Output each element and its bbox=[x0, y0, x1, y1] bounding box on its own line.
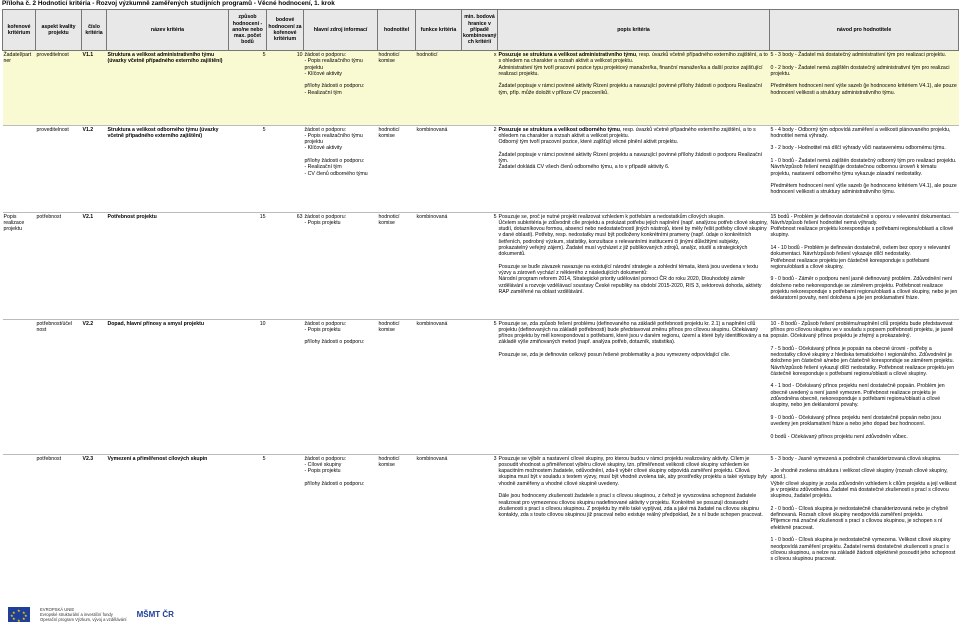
info-source: žádost o podporu: - Popis realizačního týmu projektu - Klíčové aktivity přílohy žádosti o podporu: - Realizační tým bbox=[304, 51, 378, 125]
col-header: kořenové kritérium bbox=[3, 10, 36, 51]
evaluation-method: 5 bbox=[262, 455, 266, 462]
root-criterion bbox=[3, 126, 36, 212]
col-header: popis kritéria bbox=[498, 10, 770, 51]
eu-funding-text: EVROPSKÁ UNIE Evropské strukturální a investiční fondy Operační program Výzkum, vývoj a vzdělávání bbox=[40, 606, 127, 622]
root-points bbox=[267, 126, 304, 212]
criterion-function: hodnoticí bbox=[416, 51, 462, 125]
quality-aspect: potřebnost bbox=[36, 455, 62, 462]
criterion-name: Struktura a velikost odborného týmu (úvazky včetně případného externího zajištění) bbox=[107, 126, 219, 139]
col-header: číslo kritéria bbox=[82, 10, 107, 51]
min-threshold: 2 bbox=[493, 126, 497, 133]
info-source: žádost o podporu: - Popis projektu přílohy žádosti o podporu: bbox=[304, 320, 365, 346]
header-row bbox=[3, 10, 959, 51]
page-footer bbox=[8, 603, 174, 625]
evaluator: hodnoticí komise bbox=[378, 126, 400, 139]
quality-aspect: proveditelnost bbox=[36, 51, 82, 125]
evaluator: hodnoticí komise bbox=[378, 51, 416, 125]
evaluator-guide: 5 - 3 body - Jasně vymezená a podrobně charakterizovaná cílová skupina. - Je vhodně zvolena struktura i velikost cílové skupiny (rozsah cílové skupiny, apod.). Výběr cílové skupiny je zcela zdůvodněn vzhledem k cílům projektu a její velikost je v projektu zdůvodněna. Žadatel má dostatečné zkušenosti s prací s cílovou skupinou, žadatel projektu. 2 - 0 bodů - Cílová skupina je nedostatečně charakterizovaná nebo je chybně definovaná. Rozsah cílové skupiny neodpovídá zaměření projektu. Přijemce má značné zkušenosti s prací s cílovou skupinou, je schopen s ní efektivně pracovat. 1 - 0 bodů - Cílová skupina je nedostatečně vymezena. Velikost cílové skupiny neodpovídá zaměření projektu. Žadatel nemá dostatečné zkušenosti s prací s cílovou skupinou, a nelze na základě žádosti objektivně posoudit jeho schopnost s cílovou skupinou pracovat. bbox=[770, 455, 957, 563]
ministry-logo: MŠMT ČR bbox=[136, 609, 174, 619]
col-header: název kritéria bbox=[107, 10, 229, 51]
col-header: min. bodová hranice v případě kombinovaný ch kritérií bbox=[462, 10, 498, 51]
col-header: bodové hodnocení za kořenové kritérium bbox=[267, 10, 304, 51]
evaluation-method: 5 bbox=[262, 126, 266, 133]
criterion-code: V1.2 bbox=[82, 126, 94, 133]
criterion-description bbox=[498, 126, 770, 212]
root-criterion: Žadatel/part ner bbox=[3, 51, 36, 125]
min-threshold: x bbox=[462, 51, 498, 125]
eu-flag-icon: ★ ★ ★ ★ ★ ★ ★ ★ bbox=[8, 607, 30, 622]
criterion-name: Potřebnost projektu bbox=[107, 213, 157, 220]
description-lead: Posuzuje se struktura a velikost odborného týmu bbox=[498, 126, 620, 133]
col-header: hodnotitel bbox=[378, 10, 416, 51]
criterion-name: Struktura a velikost administrativního týmu (úvazky včetně případného externího zajištění) bbox=[107, 51, 229, 125]
root-criterion bbox=[3, 455, 36, 565]
min-threshold: 5 bbox=[493, 320, 497, 327]
evaluator: hodnoticí komise bbox=[378, 455, 400, 468]
criterion-description bbox=[498, 51, 770, 125]
evaluator-guide: 5 - 4 body - Odborný tým odpovídá zaměření a velikosti plánovaného projektu, hodnotitel nemá výhrady. 3 - 2 body - Hodnotitel má dílčí výhrady vůči nastavenému odbornému týmu. 1 - 0 bodů - Žadatel nemá zajištěn dostatečný odborný tým pro realizaci projektu. Návrh/způsob řešení nezajišťuje dostatečnou odbornou úroveň k tématu projektu, nastavení odborného týmu vykazuje zásadní nedostatky. Předmětem hodnocení není výše sazeb (je hodnoceno kritériem V4.1), ale pouze hodnocení velikosti a struktury administrativního týmu. bbox=[770, 126, 957, 196]
table-row bbox=[3, 213, 959, 319]
criterion-code: V2.1 bbox=[82, 213, 94, 220]
root-points bbox=[267, 455, 304, 565]
table-row bbox=[3, 320, 959, 454]
root-criterion bbox=[3, 320, 36, 454]
info-source: žádost o podporu: - Popis projektu bbox=[304, 213, 347, 226]
criterion-description: Posuzuje se, proč je nutné projekt realizovat vzhledem k potřebám a nedostatkům cílových skupin. Účelem subkritéria je zdůvodnit cíle projektu a prokázat potřebu jejich naplnění (např. analýzou potřeb cílové skupiny, studií, dotazníkovou formou, absencí nebo nedostatečností jiných nástrojů, které by měly řešit potřeby cílové skupiny v dané oblasti). Potřeby, resp. nedostatky musí být podloženy konkrétními prameny (např. údaje o konkrétních šetřeních, podrobný výzkum, statistiky, konzultace s relevantními institucemi či jinými důležitými subjekty, prokazatelný veřejný zájem). Žadatel musí vycházet z již publikovaných zdrojů, analýz, studií a strategických dokumentů. Posuzuje se buďe závazek navazuje na existující národní strategie a zohlední témata, která jsou uvedena v textu výzvy a zároveň vychází z některého z následujících dokumentů: Národní program reforem 2014, Strategické priority udělování pomoci ČR do roku 2020, Dlouhodobý záměr vzdělávání a rozvoje vzdělávací soustavy České republiky na období 2015-2020, RIS 3, sektorová dohoda, aktivity RAP zaměřené na oblast vzdělávání. bbox=[498, 213, 768, 296]
evaluation-method: 5 bbox=[229, 51, 267, 125]
description-lead: Posuzuje se struktura a velikost administrativního týmu bbox=[498, 52, 637, 58]
criterion-code: V2.3 bbox=[82, 455, 94, 462]
col-header: způsob hodnocení - ano/ne nebo max. počet bodů bbox=[229, 10, 267, 51]
criterion-function: kombinovaná bbox=[416, 455, 448, 462]
info-source: žádost o podporu: - Cílové skupiny - Popis projektu přílohy žádosti o podporu: bbox=[304, 455, 365, 487]
document-title: Příloha č. 2 Hodnoticí kritéria - Rozvoj výzkumně zaměřených studijních programů - Věcné hodnocení, 1. krok bbox=[2, 0, 335, 7]
table-row bbox=[3, 51, 959, 125]
col-header: návod pro hodnotitele bbox=[770, 10, 959, 51]
quality-aspect: potřebnost/účel nost bbox=[36, 320, 72, 333]
quality-aspect: proveditelnost bbox=[36, 126, 69, 133]
evaluation-method: 15 bbox=[259, 213, 266, 220]
col-header: hlavní zdroj informací bbox=[304, 10, 378, 51]
root-criterion: Popis realizace projektu bbox=[3, 213, 25, 233]
criterion-function: kombinovaná bbox=[416, 126, 448, 133]
table-row bbox=[3, 126, 959, 212]
criterion-code: V1.1 bbox=[82, 51, 107, 125]
criterion-function: kombinovaná bbox=[416, 320, 448, 327]
description-text: , resp. úvazků včetně případného externího zajištění, a to s ohledem na charakter a rozsah aktivit a velikost projektu. Administrativní tým tvoří pracovní pozice typu projektový manažer/ka, finanční manažer/ka a další pozice zajišťující realizaci projektu. Žadatel popisuje v rámci povinné aktivity Řízení projektu a navazující povinné přílohy žádosti o podporu Realizační tým, příp. může doložit v příloze CV pracovníků. bbox=[498, 52, 768, 96]
evaluator: hodnoticí komise bbox=[378, 320, 400, 333]
criterion-code: V2.2 bbox=[82, 320, 94, 327]
criterion-description: Posuzuje se výběr a nastavení cílové skupiny, pro kterou budou v rámci projektu realizovány aktivity. Cílem je posoudit vhodnost a přiměřenost výběru cílové skupiny, tzn. přiměřenost velikosti cílové skupiny vzhledem ke kapacitním možnostem žadatele, odůvodnění, zda-li výběr cílové skupiny odpovídá zaměření projektu. Cílová skupina musí být v souladu s textem výzvy, musí být vhodně zvolena tak, aby prostředky projektu a také výstupy byly vhodně zaměřeny a vhodné cílové skupině uvedeny. Dále jsou hodnoceny zkušenosti žadatele s prací s cílovou skupinou, z čehož je vyvozována schopnost žadatele realizovat pro vymezenou cílovou skupinu nadefinované aktivity v projektu. Konkrétně se posuzují dosavadní zkušenosti s prací s cílovou skupinou. Z projektu by mělo také vyplývat, zda a jaké má žadatel na cílovou skupinu kontakty, zda s touto cílovou skupinou již pracoval nebo existuje reálný předpoklad, že s ní bude schopen pracovat. bbox=[498, 455, 767, 519]
root-points: 63 bbox=[296, 213, 303, 220]
min-threshold: 3 bbox=[493, 455, 497, 462]
col-header: funkce kritéria bbox=[416, 10, 462, 51]
description-text: , resp. úvazků včetně případného externího zajištění, a to s ohledem na charakter a rozsah aktivit a velikost projektu. Odborný tým tvoří pracovní pozice, které zajišťují věcné plnění aktivit projektu. Žadatel popisuje v rámci povinné aktivity Řízení projektu a navazující povinné přílohy žádosti o podporu Realizační tým. Žadatel dokládá CV všech členů odborného týmu, a to v případě aktivity 6. bbox=[498, 126, 763, 171]
criterion-function: kombinovaná bbox=[416, 213, 448, 220]
criterion-name: Dopad, hlavní přínosy a smysl projektu bbox=[107, 320, 205, 327]
info-source: žádost o podporu: - Popis realizačního týmu projektu - Klíčové aktivity přílohy žádosti o podporu: - Realizační tým - CV členů odborného týmu bbox=[304, 126, 368, 177]
criterion-description: Posuzuje se, zda způsob řešení problému (definovaného na základě potřebnosti projektu kr. 2.1) a naplnění cílů projektu (definovaných na základě potřebnosti) bude představovat změnu přínos pro cílovou skupinu. Očekávaný přínos projektu by měl korespondovat s potřebami, které jsou v daném regionu, území a které byly identifikovány a na základě výše zmiňovaných metod (např. analýza potřeb, dotazník, statistika). Posuzuje se, zda je definován celkový posun řešené problematiky a jsou vymezeny odpovídající cíle. bbox=[498, 320, 769, 358]
min-threshold: 5 bbox=[493, 213, 497, 220]
col-header: aspekt kvality projektu bbox=[36, 10, 82, 51]
table-row bbox=[3, 455, 959, 565]
root-points bbox=[267, 320, 304, 454]
evaluator-guide: 15 bodů - Problém je definován dostatečně s oporou v relevantní dokumentaci. Návrh/způsob řešení hodnotitel nemá výhrady. Potřebnost realizace projektu koresponduje s potřebami regionu/oblasti a cílové skupiny. 14 - 10 bodů - Problém je definován dostatečně, ovšem bez opory v relevantní dokumentaci. Návrh/způsob řešení vykazuje dílčí nedostatky. Potřebnost realizace projektu jen částečně koresponduje s potřebami regionu/oblasti a cílové skupiny. 9 - 0 bodů - Záměr o podporu není jasně definovaný problém. Zdůvodnění není doloženo nebo nekoresponduje se záměrem projektu. Potřebnost realizace projektu nekoresponduje s potřebami regionu/oblasti a cílové skupiny, nebo je jen deklaratorní povahy, není doložena a jde jen proklamativní fráze. bbox=[770, 213, 958, 302]
evaluation-method: 10 bbox=[259, 320, 266, 327]
evaluator-guide: 5 - 3 body - Žadatel má dostatečný administrativní tým pro realizaci projektu. 0 - 2 body - Žadatel nemá zajištěn dostatečný administrativní tým pro realizaci projektu. Předmětem hodnocení není výše sazeb (je hodnoceno kritériem V4.1), ale pouze hodnocení velikosti a struktury administrativního týmu. bbox=[770, 51, 959, 125]
criteria-table bbox=[2, 9, 959, 565]
criterion-name: Vymezení a přiměřenost cílových skupin bbox=[107, 455, 208, 462]
evaluator-guide: 10 - 8 bodů - Způsob řešení problému/naplnění cílů projektu bude představovat přínos pro cílovou skupinu ve v souladu s popsem potřebnosti projektu, je jasně popsán. Očekávaný přínos projektu je zřejmý a prokazatelný. 7 - 5 bodů - Očekávaný přínos je popsán na obecné úrovni - potřeby a nedostatky cílové skupiny z hlediska tematického i regionálního. Zdůvodnění je doloženo jen částečně a/nebo jen částečně koresponduje se záměrem projektu. Návrh/způsob řešení vykazují dílčí nedostatky. Potřebnost realizace projektu jen částečně koresponduje s potřebami regionu/oblasti a cílové skupiny. 4 - 1 bod - Očekávaný přínos projektu není dostatečně popsán. Problém jen obecně uvedený a není jasně vymezen. Potřebnost realizace projektu je zdůvodněna obecně, nekoresponduje s potřebami regionu/oblasti a cílové skupiny, nebo jen deklaratorní povahy. 9 - 0 bodů - Očekávaný přínos projektu není dostatečně popsán nebo jsou uvedeny jen proklamativní fráze a nebo jeho dopad bez hodnocení. 0 bodů - Očekávaný přínos projektu není zdůvodněn vůbec. bbox=[770, 320, 955, 440]
quality-aspect: potřebnost bbox=[36, 213, 62, 220]
root-points: 10 bbox=[267, 51, 304, 125]
evaluator: hodnoticí komise bbox=[378, 213, 400, 226]
